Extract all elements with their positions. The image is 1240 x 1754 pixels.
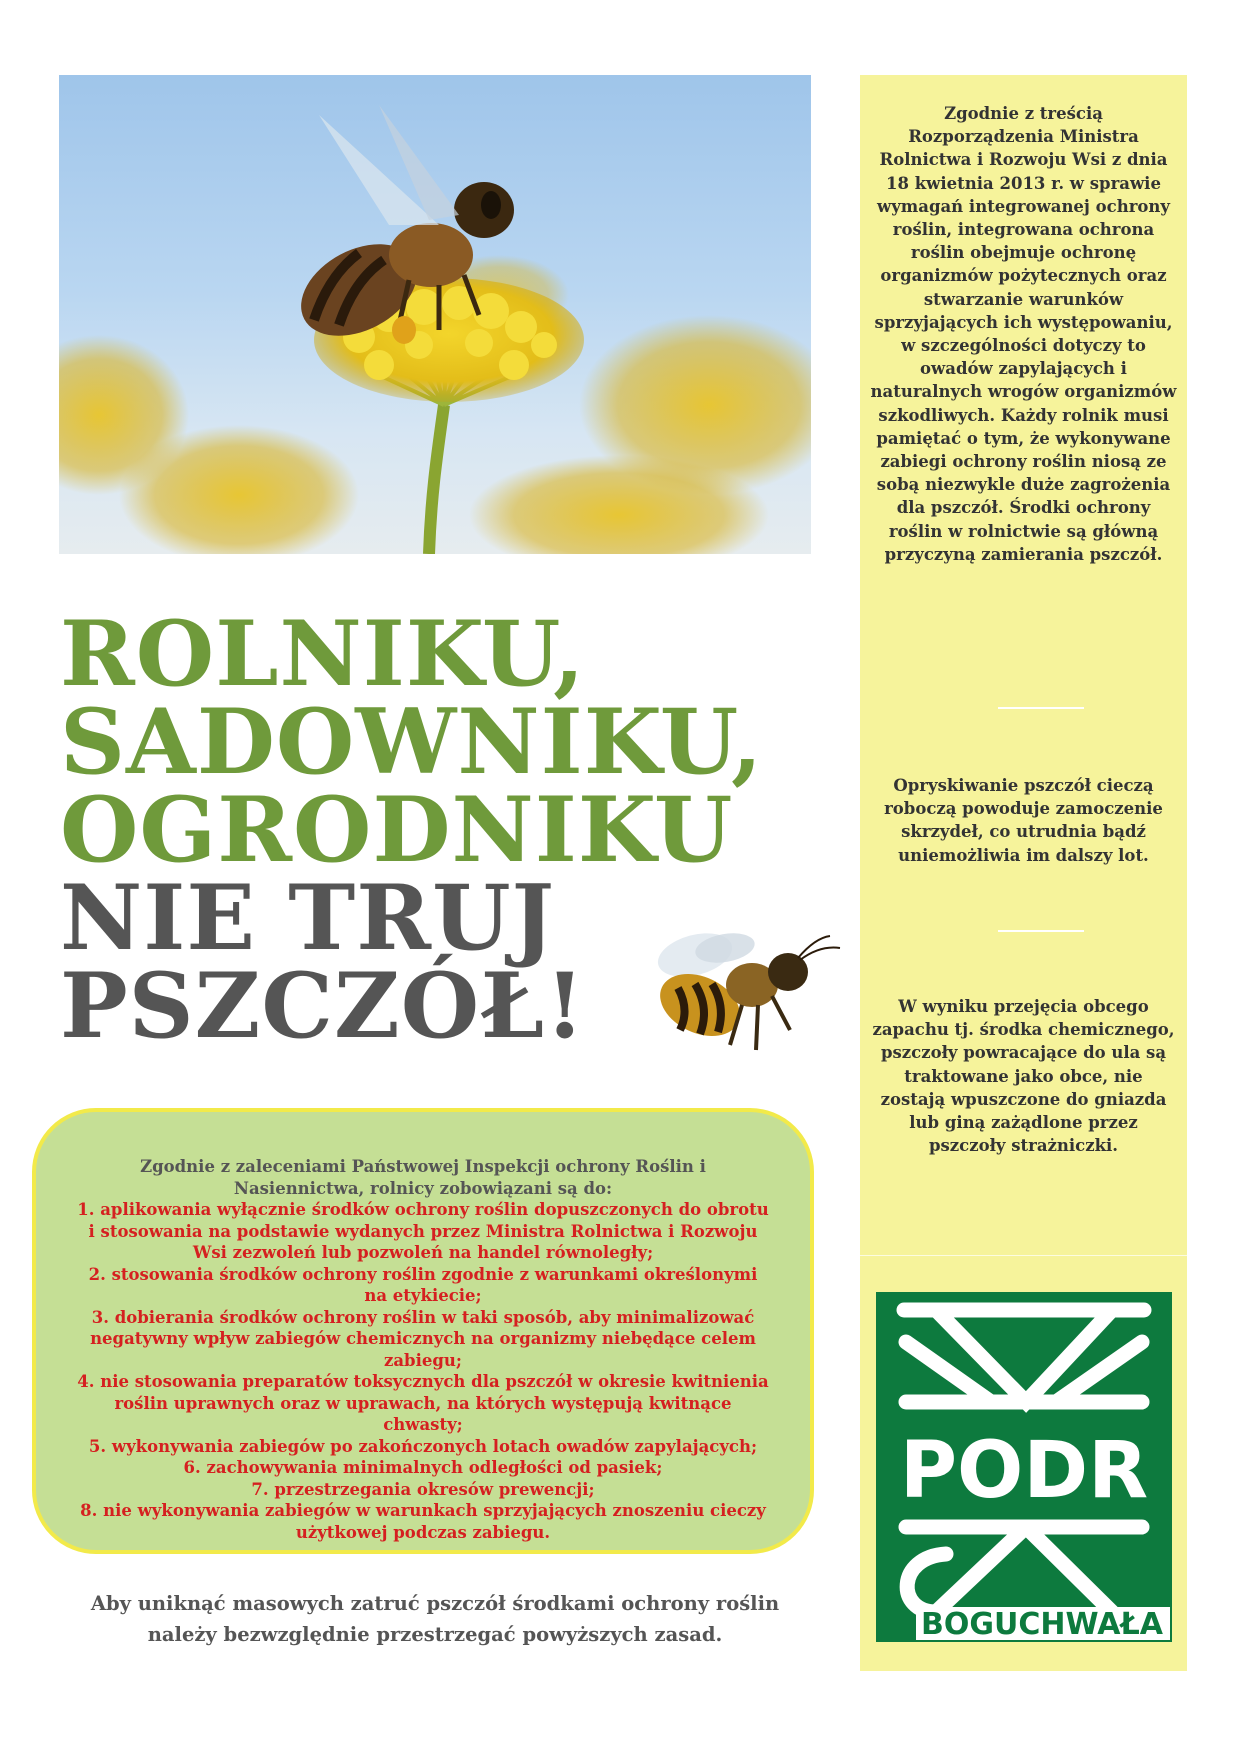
footer-note: Aby uniknąć masowych zatruć pszczół środkami ochrony roślin należy bezwzględnie przestrzegać powyższych zasad. — [90, 1592, 780, 1646]
list-item: 5. wykonywania zabiegów po zakończonych lotach owadów zapylających; — [88, 1436, 758, 1456]
headline-line-4: NIE TRUJ — [60, 865, 556, 971]
list-item: 4. nie stosowania preparatów toksycznych dla pszczół w okresie kwitnienia roślin uprawnych oraz w uprawach, na których występują kwitnące chwasty; — [77, 1372, 769, 1434]
rules-box — [32, 1108, 814, 1554]
separator-line — [998, 707, 1084, 709]
list-item: 6. zachowywania minimalnych odległości od pasiek; — [183, 1458, 663, 1477]
rules-list — [76, 1199, 770, 1543]
hero-photo-bee-on-flower — [59, 75, 811, 554]
sidebar-text-foreign-scent: W wyniku przejęcia obcego zapachu tj. środka chemicznego, pszczoły powracające do ula są traktowane jako obce, nie zostają wpuszczone do gniazda lub giną zażądlone przez pszczoły strażniczki. — [872, 997, 1175, 1156]
list-item: 7. przestrzegania okresów prewencji; — [251, 1479, 595, 1499]
headline-line-5: PSZCZÓŁ! — [60, 953, 586, 1059]
sidebar-text-regulation: Zgodnie z treścią Rozporządzenia Ministra Rolnictwa i Rozwoju Wsi z dnia 18 kwietnia 2013 r. w sprawie wymagań integrowanej ochrony roślin, integrowana ochrona roślin obejmuje ochronę organizmów pożytecznych oraz stwarzanie warunków sprzyjających ich występowaniu, w szczególności dotyczy to owadów zapylających i naturalnych wrogów organizmów szkodliwych. Każdy rolnik musi pamiętać o tym, że wykonywane zabiegi ochrony roślin niosą ze sobą niezwykle duże zagrożenia dla pszczół. Środki ochrony roślin w rolnictwie są główną przyczyną zamierania pszczół. — [870, 104, 1177, 564]
headline-line-1: ROLNIKU, — [60, 601, 586, 707]
list-item: 2. stosowania środków ochrony roślin zgodnie z warunkami określonymi na etykiecie; — [88, 1264, 758, 1305]
headline-line-3: OGRODNIKU — [60, 777, 734, 883]
rules-intro: Zgodnie z zaleceniami Państwowej Inspekcji ochrony Roślin i Nasiennictwa, rolnicy zobowiązani są do: — [140, 1157, 706, 1198]
sidebar-text-spraying: Opryskiwanie pszczół cieczą roboczą powoduje zamoczenie skrzydeł, co utrudnia bądź uniemożliwia im dalszy lot. — [884, 776, 1163, 865]
logo-word: PODR — [899, 1426, 1149, 1516]
list-item: 8. nie wykonywania zabiegów w warunkach sprzyjających znoszeniu cieczy użytkowej podczas zabiegu. — [80, 1501, 766, 1542]
logo-place: BOGUCHWAŁA — [921, 1607, 1163, 1642]
headline-line-2: SADOWNIKU, — [60, 689, 764, 795]
separator-line — [860, 1255, 1187, 1256]
separator-line — [998, 930, 1084, 932]
bee-on-flower-illustration — [59, 75, 811, 554]
flying-bee-icon — [630, 910, 850, 1065]
podr-logo — [876, 1292, 1172, 1642]
podr-logo-mark — [876, 1292, 1172, 1642]
list-item: 3. dobierania środków ochrony roślin w taki sposób, aby minimalizować negatywny wpływ zabiegów chemicznych na organizmy niebędące celem zabiegu; — [90, 1307, 756, 1370]
list-item: 1. aplikowania wyłącznie środków ochrony roślin dopuszczonych do obrotu i stosowania na podstawie wydanych przez Ministra Rolnictwa i Rozwoju Wsi zezwoleń lub pozwoleń na handel równoległy; — [77, 1200, 769, 1262]
